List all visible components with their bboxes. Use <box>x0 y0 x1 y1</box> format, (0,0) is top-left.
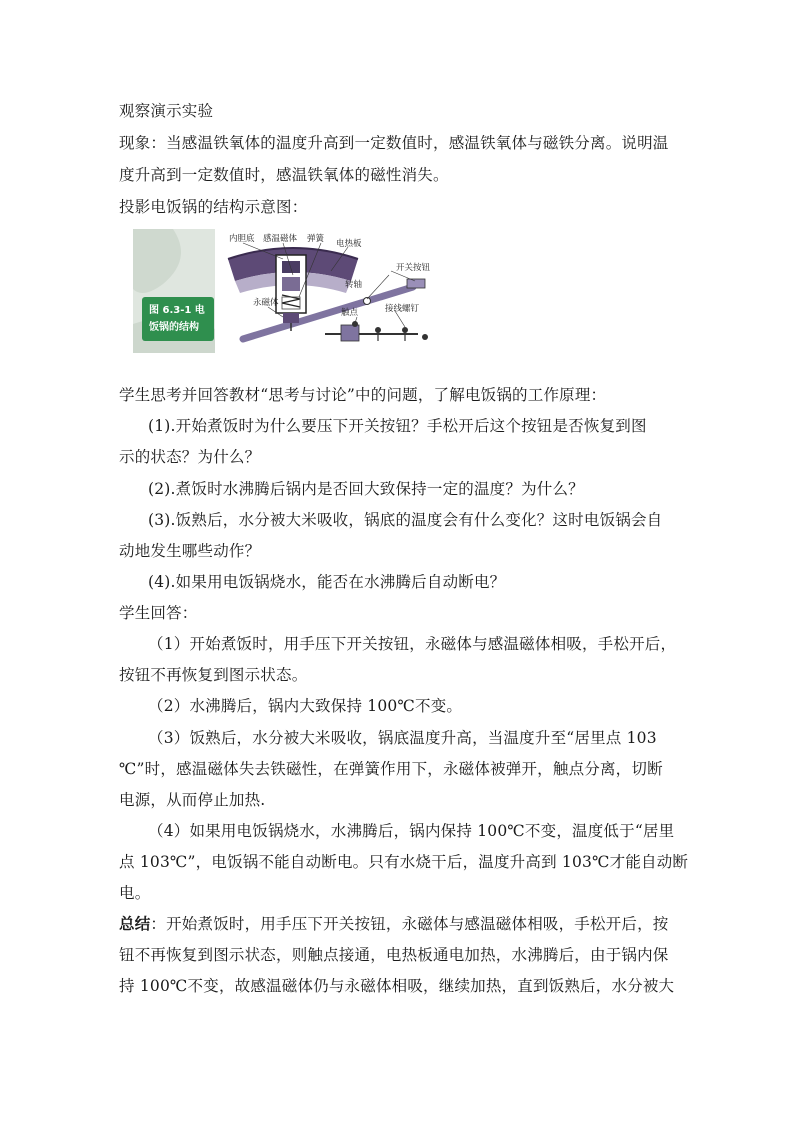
phenomenon-line-2: 度升高到一定数值时，感温铁氧体的磁性消失。 <box>119 166 449 184</box>
summary-line-2: 钮不再恢复到图示状态，则触点接通，电热板通电加热，水沸腾后，由于锅内保 <box>119 946 669 964</box>
answer-4-line-1: （4）如果用电饭锅烧水，水沸腾后，锅内保持 100℃不变，温度低于“居里 <box>148 822 675 840</box>
label-inner-pot: 内胆底 <box>229 234 255 244</box>
figure-caption-line-1: 图 6.3-1 电 <box>149 305 205 316</box>
label-switch-button: 开关按钮 <box>396 263 431 273</box>
terminal-screw <box>422 334 428 340</box>
answer-2: （2）水沸腾后，锅内大致保持 100℃不变。 <box>148 697 463 715</box>
figure-caption-line-2: 饭锅的结构 <box>149 322 199 333</box>
answer-1-line-2: 按钮不再恢复到图示状态。 <box>119 666 308 684</box>
figure-caption-box <box>142 297 214 341</box>
phenomenon-line-1: 现象：当感温铁氧体的温度升高到一定数值时，感温铁氧体与磁铁分离。说明温 <box>119 134 669 152</box>
section-heading: 观察演示实验 <box>119 102 214 120</box>
question-3-line-1: (3).饭熟后，水分被大米吸收，锅底的温度会有什么变化？这时电饭锅会自 <box>148 511 663 529</box>
question-3-line-2: 动地发生哪些动作？ <box>119 542 261 560</box>
answer-3-line-1: （3）饭熟后，水分被大米吸收，锅底温度升高，当温度升至“居里点 103 <box>148 729 657 747</box>
shaft-pivot <box>364 298 371 305</box>
answer-label: 学生回答： <box>119 604 198 622</box>
label-spring: 弹簧 <box>307 234 325 244</box>
question-1-line-1: (1).开始煮饭时为什么要压下开关按钮？手松开后这个按钮是否恢复到图 <box>148 417 647 435</box>
label-heating-plate: 电热板 <box>336 239 362 249</box>
label-terminal-screw: 接线螺钉 <box>385 304 420 314</box>
rice-cooker-figure <box>133 229 438 353</box>
question-4: (4).如果用电饭锅烧水，能否在水沸腾后自动断电？ <box>148 573 506 591</box>
label-contact: 触点 <box>341 308 359 318</box>
question-2: (2).煮饭时水沸腾后锅内是否回大致保持一定的温度？为什么？ <box>148 480 584 498</box>
summary-line-3: 持 100℃不变，故感温磁体仍与永磁体相吸，继续加热，直到饭熟后，水分被大 <box>119 977 675 995</box>
label-shaft: 转轴 <box>345 280 363 290</box>
projection-label: 投影电饭锅的结构示意图： <box>119 198 308 216</box>
answer-3-line-2: ℃”时，感温磁体失去铁磁性，在弹簧作用下，永磁体被弹开，触点分离，切断 <box>119 760 663 778</box>
answer-3-line-3: 电源，从而停止加热. <box>119 791 266 809</box>
question-1-line-2: 示的状态？为什么？ <box>119 448 261 466</box>
summary-text-1: ：开始煮饭时，用手压下开关按钮，永磁体与感温磁体相吸，手松开后，按 <box>150 915 669 933</box>
label-perm-magnet: 永磁体 <box>253 298 279 308</box>
think-intro: 学生思考并回答教材“思考与讨论”中的问题，了解电饭锅的工作原理： <box>119 386 607 404</box>
contact-point <box>352 321 358 327</box>
temp-magnet <box>282 277 300 291</box>
answer-4-line-3: 电。 <box>119 884 151 902</box>
summary-line-1 <box>119 914 679 934</box>
switch-button <box>407 279 425 288</box>
label-temp-magnet: 感温磁体 <box>263 234 298 244</box>
answer-4-line-2: 点 103℃”，电饭锅不能自动断电。只有水烧干后，温度升高到 103℃才能自动断 <box>119 853 689 871</box>
answer-1-line-1: （1）开始煮饭时，用手压下开关按钮，永磁体与感温磁体相吸，手松开后， <box>148 635 677 653</box>
perm-magnet <box>283 313 299 323</box>
summary-label: 总结 <box>119 914 151 933</box>
